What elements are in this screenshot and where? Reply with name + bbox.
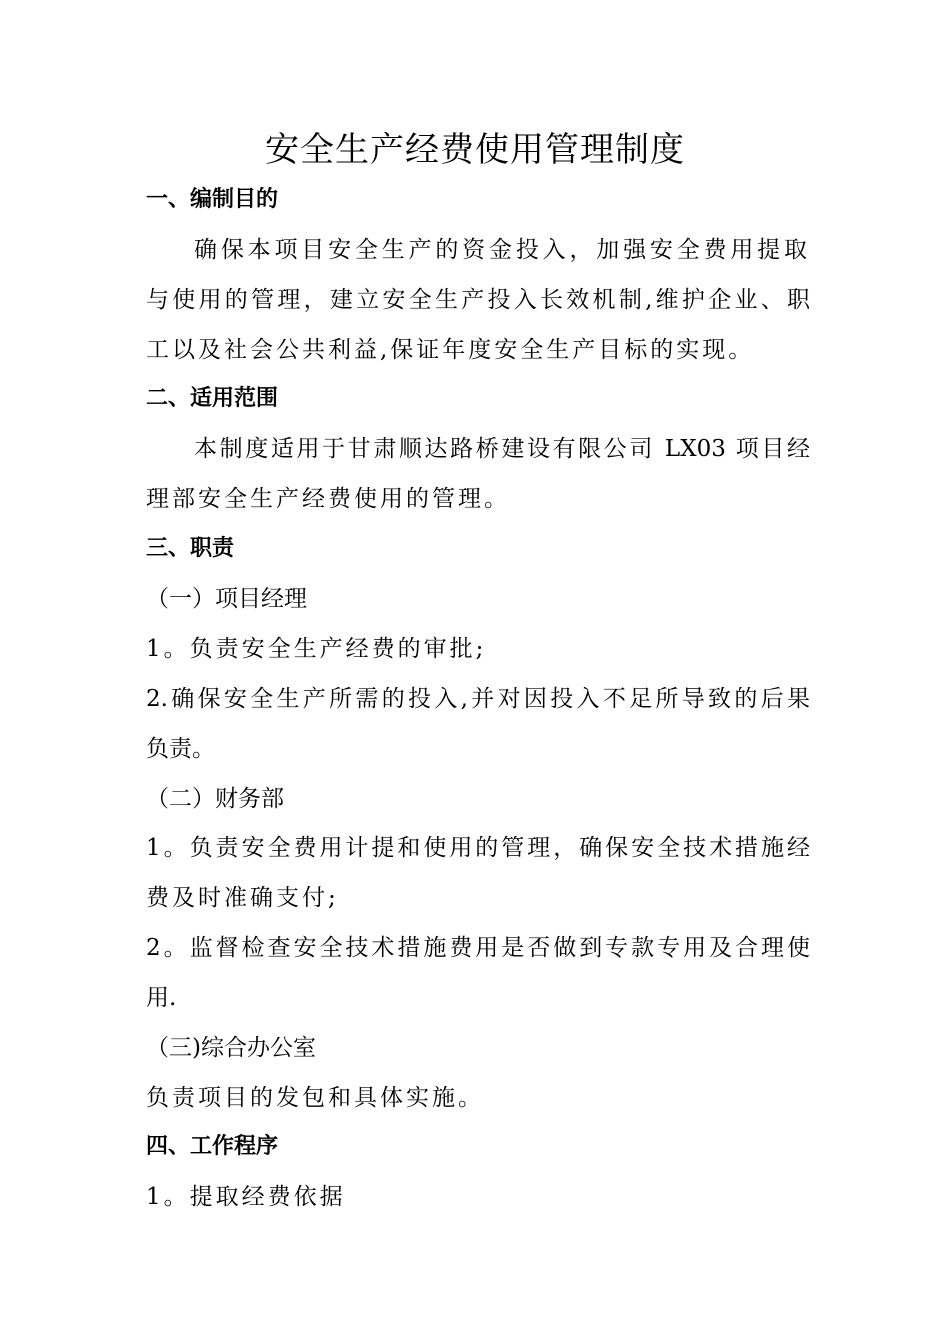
list-item-continuation: 负责。 bbox=[146, 736, 215, 762]
subsection-heading-finance: （二）财务部 bbox=[146, 786, 284, 812]
paragraph-line: 负责项目的发包和具体实施。 bbox=[146, 1085, 484, 1111]
list-item-continuation: 费及时准确支付; bbox=[146, 885, 339, 911]
list-item: 1。提取经费依据 bbox=[146, 1184, 346, 1210]
paragraph-line: 理部安全生产经费使用的管理。 bbox=[146, 486, 510, 512]
paragraph-line: 确保本项目安全生产的资金投入，加强安全费用提取 bbox=[194, 237, 810, 263]
paragraph-line: 与使用的管理，建立安全生产投入长效机制,维护企业、职 bbox=[146, 287, 810, 313]
paragraph-line: 本制度适用于甘肃顺达路桥建设有限公司 LX03 项目经 bbox=[194, 436, 810, 462]
document-title: 安全生产经费使用管理制度 bbox=[265, 130, 685, 170]
list-item: 2。监督检查安全技术措施费用是否做到专款专用及合理使 bbox=[146, 935, 810, 961]
subsection-heading-office: （三)综合办公室 bbox=[146, 1035, 316, 1061]
list-item: 1。负责安全费用计提和使用的管理，确保安全技术措施经 bbox=[146, 835, 810, 861]
section-heading-procedure: 四、工作程序 bbox=[146, 1134, 279, 1159]
section-heading-scope: 二、适用范围 bbox=[146, 386, 279, 411]
section-heading-purpose: 一、编制目的 bbox=[146, 187, 279, 212]
paragraph-line: 工以及社会公共利益,保证年度安全生产目标的实现。 bbox=[146, 337, 755, 363]
subsection-heading-project-manager: （一）项目经理 bbox=[146, 586, 307, 612]
list-item-continuation: 用. bbox=[146, 985, 177, 1011]
list-item: 2.确保安全生产所需的投入,并对因投入不足所导致的后果 bbox=[146, 686, 810, 712]
list-item: 1。负责安全生产经费的审批; bbox=[146, 636, 487, 662]
section-heading-duties: 三、职责 bbox=[146, 536, 235, 561]
